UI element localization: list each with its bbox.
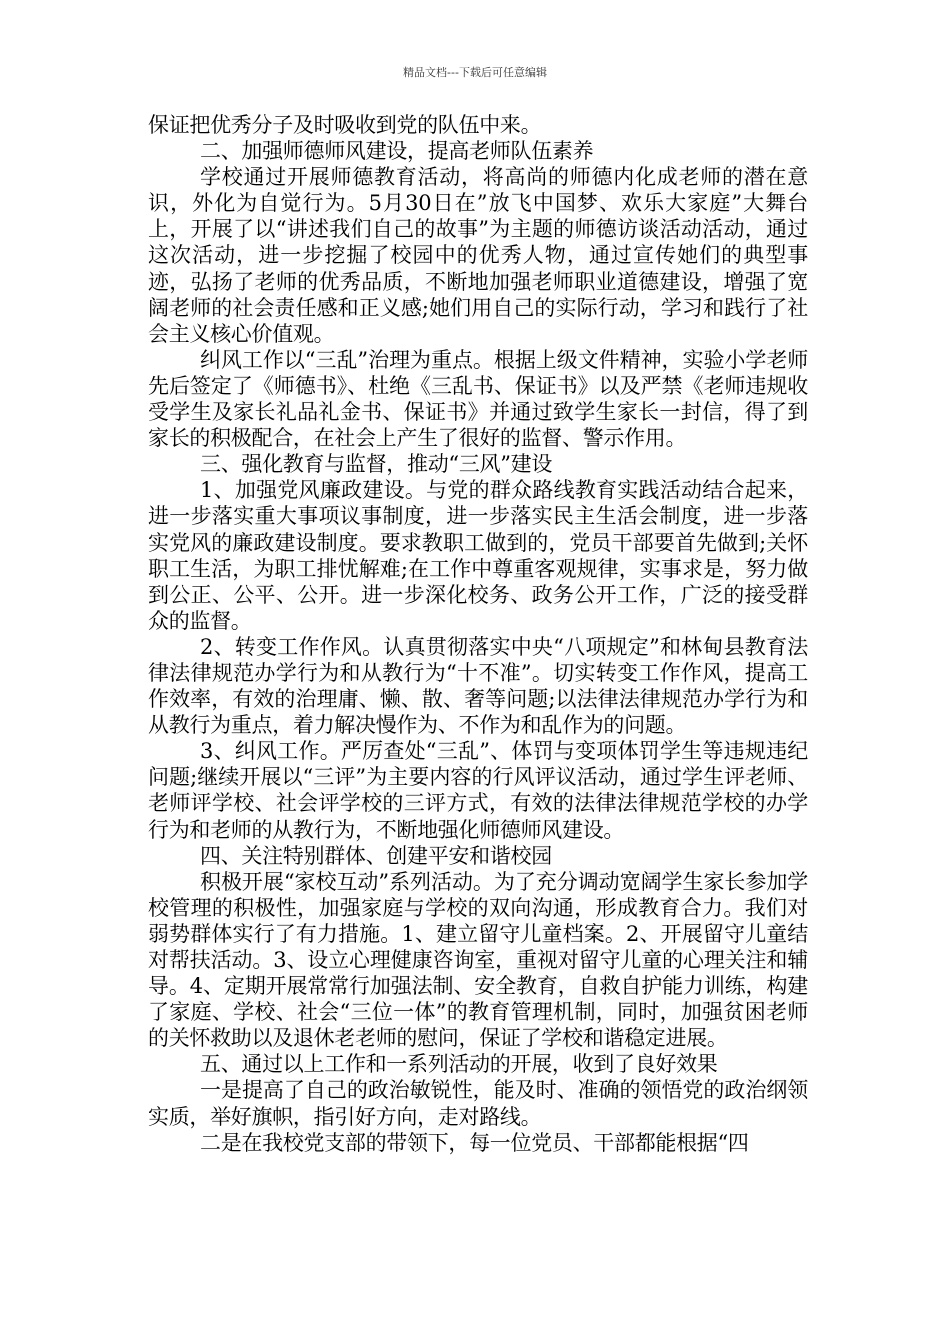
paragraph-home-school: 积极开展“家校互动”系列活动。为了充分调动宽阔学生家长参加学校管理的积极性，加强家庭与学校的双向沟通，形成教育合力。我们对弱势群体实行了有力措施。1、建立留守儿童档案。2、开展留守儿童结对帮扶活动。3、设立心理健康咨询室，重视对留守儿童的心理关注和辅导。4、定期开展常常行加强法制、安全教育，自救自护能力训练，构建了家庭、学校、社会“三位一体”的教育管理机制，同时，加强贫困老师的关怀救助以及退休老老师的慰问，保证了学校和谐稳定进展。 — [148, 869, 808, 1051]
section-heading-4: 四、关注特别群体、创建平安和谐校园 — [200, 843, 552, 868]
paragraph-rectification: 纠风工作以“三乱”治理为重点。根据上级文件精神，实验小学老师先后签定了《师德书》、杜绝《三乱书、保证书》以及严禁《老师违规收受学生及家长礼品礼金书、保证书》并通过致学生家长一封信，得了到家长的积极配合，在社会上产生了很好的监督、警示作用。 — [148, 347, 808, 451]
section-heading-5: 五、通过以上工作和一系列活动的开展，收到了良好效果 — [200, 1052, 718, 1077]
document-body — [148, 112, 808, 1156]
page-header-note: 精品文档---下载后可任意编辑 — [403, 66, 547, 79]
paragraph-rectification-work: 3、纠风工作。严厉查处“三乱”、体罚与变项体罚学生等违规违纪问题;继续开展以“三评”为主要内容的行风评议活动，通过学生评老师、老师评学校、社会评学校的三评方式，有效的法律法律规范学校的办学行为和老师的从教行为，不断地强化师德师风建设。 — [148, 739, 808, 842]
paragraph-work-style: 2、转变工作作风。认真贯彻落实中央“八项规定”和林甸县教育法律法律规范办学行为和从教行为“十不准”。切实转变工作作风，提高工作效率，有效的治理庸、懒、散、奢等问题;以法律法律规范办学行为和从教行为重点，着力解决慢作为、不作为和乱作为的问题。 — [148, 634, 808, 738]
paragraph-result-two: 二是在我校党支部的带领下，每一位党员、干部都能根据“四 — [200, 1130, 749, 1155]
paragraph-ethics-activity: 学校通过开展师德教育活动，将高尚的师德内化成老师的潜在意识，外化为自觉行为。5月30日在”放飞中国梦、欢乐大家庭”大舞台上，开展了以“讲述我们自己的故事”为主题的师德访谈活动活动，通过这次活动，进一步挖掘了校园中的优秀人物，通过宣传她们的典型事迹，弘扬了老师的优秀品质，不断地加强老师职业道德建设，增强了宽阔老师的社会责任感和正义感;她们用自己的实际行动，学习和践行了社会主义核心价值观。 — [148, 165, 808, 346]
section-heading-3: 三、强化教育与监督，推动“三风”建设 — [200, 452, 553, 477]
paragraph-continuation: 保证把优秀分子及时吸收到党的队伍中来。 — [148, 113, 542, 137]
section-heading-2: 二、加强师德师风建设，提高老师队伍素养 — [200, 139, 594, 164]
paragraph-result-one: 一是提高了自己的政治敏锐性，能及时、准确的领悟党的政治纲领实质，举好旗帜，指引好方向，走对路线。 — [148, 1078, 808, 1129]
paragraph-party-integrity: 1、加强党风廉政建设。与党的群众路线教育实践活动结合起来，进一步落实重大事项议事制度，进一步落实民主生活会制度，进一步落实党风的廉政建设制度。要求教职工做到的，党员干部要首先做到;关怀职工生活，为职工排忧解难;在工作中尊重客观规律，实事求是，努力做到公正、公平、公开。进一步深化校务、政务公开工作，广泛的接受群众的监督。 — [148, 478, 808, 633]
